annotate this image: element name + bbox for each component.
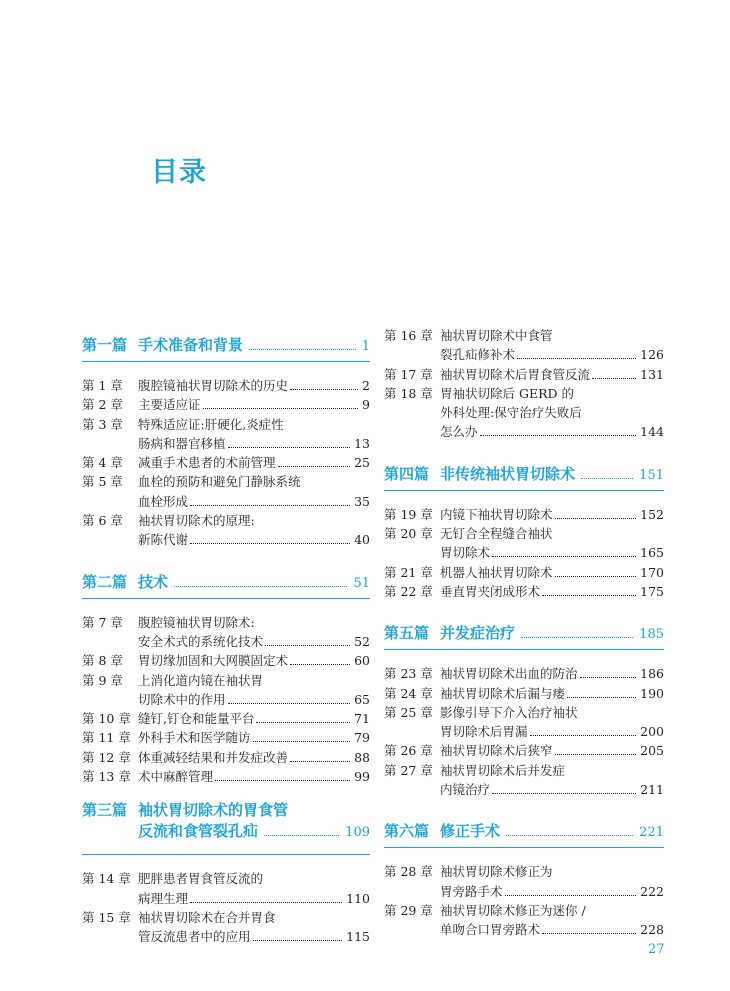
chapter-title: 病理生理 xyxy=(138,890,189,906)
dot-leader xyxy=(190,902,342,903)
chapter-page-number: 190 xyxy=(640,685,664,701)
toc-chapter-entry[interactable] xyxy=(384,582,664,601)
chapter-page-number: 99 xyxy=(354,769,370,785)
dot-leader xyxy=(530,735,637,736)
chapter-title: 外科手术和医学随访 xyxy=(138,730,251,746)
chapter-title: 体重减轻结果和并发症改善 xyxy=(138,749,289,765)
dot-leader xyxy=(215,780,350,781)
chapter-title: 特殊适应证:肝硬化,炎症性 xyxy=(138,416,284,432)
toc-chapter-entry[interactable] xyxy=(82,748,370,767)
chapter-number: 第 9 章 xyxy=(82,672,123,688)
dot-leader xyxy=(228,447,351,448)
dot-leader xyxy=(190,505,350,506)
toc-chapter-entry[interactable] xyxy=(82,415,370,454)
chapter-page-number: 200 xyxy=(640,724,664,740)
dot-leader xyxy=(264,835,339,836)
chapter-page-number: 110 xyxy=(346,890,370,906)
chapter-number: 第 28 章 xyxy=(384,864,433,880)
part-title: 手术准备和背景 xyxy=(138,336,244,354)
part-title: 修正手术 xyxy=(440,822,501,841)
part-page-number: 109 xyxy=(345,825,370,841)
chapter-page-number: 205 xyxy=(640,743,664,759)
chapter-page-number: 79 xyxy=(354,730,370,746)
chapter-title: 胃旁路手术 xyxy=(440,883,503,899)
chapter-title: 垂直胃夹闭成形术 xyxy=(440,583,541,599)
chapter-title: 主要适应证 xyxy=(138,397,201,413)
toc-chapter-entry[interactable] xyxy=(384,365,664,384)
chapter-page-number: 71 xyxy=(354,711,370,727)
part-page-number: 51 xyxy=(353,575,370,591)
toc-chapter-entry[interactable] xyxy=(82,511,370,550)
toc-chapter-entry[interactable] xyxy=(82,395,370,414)
chapter-title: 胃切除术 xyxy=(440,545,491,561)
chapter-title: 血栓形成 xyxy=(138,493,189,509)
dot-leader xyxy=(203,408,359,409)
chapter-page-number: 186 xyxy=(640,666,664,682)
chapter-page-number: 13 xyxy=(354,435,370,451)
part-number: 第二篇 xyxy=(82,572,128,591)
toc-chapter-entry[interactable] xyxy=(384,664,664,683)
chapter-number: 第 27 章 xyxy=(384,762,433,778)
part-number: 第六篇 xyxy=(384,822,430,841)
page-title: 目录 xyxy=(151,157,207,188)
chapter-page-number: 40 xyxy=(354,532,370,548)
chapter-number: 第 20 章 xyxy=(384,526,433,542)
chapter-number: 第 3 章 xyxy=(82,416,123,432)
toc-right-column xyxy=(384,326,664,940)
dot-leader xyxy=(542,595,636,596)
toc-chapter-entry[interactable] xyxy=(82,908,370,947)
toc-chapter-entry[interactable] xyxy=(384,703,664,742)
toc-chapter-entry[interactable] xyxy=(384,563,664,582)
chapter-number: 第 5 章 xyxy=(82,474,123,490)
toc-part-heading[interactable] xyxy=(82,563,370,599)
toc-chapter-entry[interactable] xyxy=(82,767,370,786)
chapter-page-number: 88 xyxy=(354,749,370,765)
chapter-page-number: 144 xyxy=(640,424,664,440)
dot-leader xyxy=(278,466,351,467)
chapter-page-number: 115 xyxy=(346,929,370,945)
chapter-number: 第 29 章 xyxy=(384,902,433,918)
chapter-number: 第 18 章 xyxy=(384,385,433,401)
part-title: 技术 xyxy=(138,572,169,591)
chapter-title: 胃袖状切除后 GERD 的 xyxy=(440,385,574,401)
chapter-number: 第 11 章 xyxy=(82,730,131,746)
chapter-page-number: 165 xyxy=(640,545,664,561)
dot-leader xyxy=(542,933,636,934)
chapter-title: 腹腔镜袖状胃切除术的历史 xyxy=(138,378,289,393)
chapter-number: 第 2 章 xyxy=(82,397,123,413)
chapter-number: 第 12 章 xyxy=(82,749,131,765)
chapter-title: 怎么办 xyxy=(440,424,478,440)
toc-chapter-entry[interactable] xyxy=(82,728,370,747)
dot-leader xyxy=(249,349,356,350)
part-number: 第三篇 xyxy=(82,801,128,820)
chapter-title: 袖状胃切除术在合并胃食 xyxy=(138,909,276,925)
toc-chapter-entry[interactable] xyxy=(82,453,370,472)
toc-chapter-entry[interactable] xyxy=(384,326,664,365)
chapter-number: 第 17 章 xyxy=(384,366,433,382)
toc-part-heading[interactable] xyxy=(384,614,664,650)
toc-chapter-entry[interactable] xyxy=(82,671,370,710)
chapter-number: 第 15 章 xyxy=(82,909,131,925)
chapter-number: 第 22 章 xyxy=(384,583,433,599)
toc-chapter-entry[interactable] xyxy=(384,384,664,442)
toc-chapter-entry[interactable] xyxy=(384,741,664,760)
dot-leader xyxy=(581,478,633,479)
dot-leader xyxy=(492,556,636,557)
dot-leader xyxy=(253,940,343,941)
dot-leader xyxy=(555,518,637,519)
dot-leader xyxy=(555,754,637,755)
chapter-number: 第 25 章 xyxy=(384,704,433,720)
chapter-number: 第 26 章 xyxy=(384,743,433,759)
chapter-title: 袖状胃切除术后胃食管反流 xyxy=(440,366,591,382)
dot-leader xyxy=(521,637,633,638)
part-number: 第五篇 xyxy=(384,624,430,643)
toc-chapter-entry[interactable] xyxy=(384,862,664,901)
chapter-page-number: 131 xyxy=(640,366,664,382)
dot-leader xyxy=(592,378,636,379)
chapter-page-number: 35 xyxy=(354,493,370,509)
chapter-title: 袖状胃切除术出血的防治 xyxy=(440,666,578,682)
chapter-title: 血栓的预防和避免门静脉系统 xyxy=(138,474,301,490)
chapter-number: 第 8 章 xyxy=(82,653,123,669)
toc-chapter-entry[interactable] xyxy=(82,651,370,670)
chapter-title: 胃切缘加固和大网膜固定术 xyxy=(138,653,289,669)
dot-leader xyxy=(290,761,350,762)
chapter-number: 第 6 章 xyxy=(82,513,123,529)
toc-chapter-entry[interactable] xyxy=(82,709,370,728)
chapter-page-number: 60 xyxy=(354,653,370,669)
dot-leader xyxy=(555,576,637,577)
chapter-title: 肠病和器官移植 xyxy=(138,435,226,451)
chapter-title: 肥胖患者胃食管反流的 xyxy=(138,871,264,887)
toc-part-heading[interactable] xyxy=(384,812,664,848)
part-title: 非传统袖状胃切除术 xyxy=(440,464,576,483)
toc-chapter-entry[interactable] xyxy=(82,613,370,652)
part-page-number: 151 xyxy=(639,467,664,483)
chapter-number: 第 24 章 xyxy=(384,685,433,701)
chapter-number: 第 4 章 xyxy=(82,455,123,471)
chapter-title: 缝钉,钉仓和能量平台 xyxy=(138,711,255,727)
dot-leader xyxy=(290,664,350,665)
dot-leader xyxy=(505,895,637,896)
chapter-title: 术中麻醉管理 xyxy=(138,769,214,785)
chapter-page-number: 170 xyxy=(640,564,664,580)
chapter-title: 机器人袖状胃切除术 xyxy=(440,564,553,580)
chapter-title: 袖状胃切除术后并发症 xyxy=(440,762,566,778)
chapter-page-number: 126 xyxy=(640,347,664,363)
toc-part-heading[interactable] xyxy=(82,326,370,362)
chapter-title: 腹腔镜袖状胃切除术: xyxy=(138,614,255,630)
dot-leader xyxy=(253,741,351,742)
chapter-page-number: 25 xyxy=(354,455,370,471)
chapter-title: 袖状胃切除术中食管 xyxy=(440,328,553,343)
chapter-title: 单吻合口胃旁路术 xyxy=(440,922,541,938)
toc-chapter-entry[interactable] xyxy=(82,472,370,511)
dot-leader xyxy=(190,543,350,544)
part-title: 袖状胃切除术的胃食管 xyxy=(138,801,289,820)
part-title: 反流和食管裂孔疝 xyxy=(138,822,259,841)
part-page-number: 1 xyxy=(361,339,370,354)
chapter-title: 袖状胃切除术后漏与瘘 xyxy=(440,685,566,701)
toc-chapter-entry[interactable] xyxy=(384,524,664,563)
chapter-number: 第 13 章 xyxy=(82,769,131,785)
chapter-title: 胃切除术后胃漏 xyxy=(440,724,528,740)
dot-leader xyxy=(228,703,351,704)
chapter-title: 无钉合全程缝合袖状 xyxy=(440,526,553,542)
page-number: 27 xyxy=(648,942,665,957)
dot-leader xyxy=(517,358,636,359)
chapter-title: 袖状胃切除术修正为迷你 / xyxy=(440,902,586,918)
chapter-number: 第 23 章 xyxy=(384,666,433,682)
chapter-number: 第 16 章 xyxy=(384,328,433,343)
toc-chapter-entry[interactable] xyxy=(384,684,664,703)
dot-leader xyxy=(492,793,636,794)
dot-leader xyxy=(290,389,358,390)
chapter-title: 裂孔疝修补术 xyxy=(440,347,516,363)
toc-chapter-entry[interactable] xyxy=(384,505,664,524)
dot-leader xyxy=(265,645,350,646)
dot-leader xyxy=(506,835,633,836)
chapter-page-number: 175 xyxy=(640,583,664,599)
chapter-title: 减重手术患者的术前管理 xyxy=(138,455,276,471)
chapter-page-number: 152 xyxy=(640,506,664,522)
dot-leader xyxy=(174,586,347,587)
chapter-title: 影像引导下介入治疗袖状 xyxy=(440,704,578,720)
chapter-title: 袖状胃切除术后狭窄 xyxy=(440,743,553,759)
chapter-page-number: 65 xyxy=(354,691,370,707)
chapter-page-number: 228 xyxy=(640,922,664,938)
toc-part-heading[interactable] xyxy=(384,455,664,491)
chapter-number: 第 14 章 xyxy=(82,871,131,887)
chapter-title: 新陈代谢 xyxy=(138,532,189,548)
chapter-title: 管反流患者中的应用 xyxy=(138,929,251,945)
part-number: 第一篇 xyxy=(82,336,128,354)
chapter-title: 内镜下袖状胃切除术 xyxy=(440,506,553,522)
chapter-title: 安全术式的系统化技术 xyxy=(138,633,264,649)
dot-leader xyxy=(256,722,350,723)
toc-chapter-entry[interactable] xyxy=(82,376,370,395)
dot-leader xyxy=(480,435,637,436)
chapter-page-number: 52 xyxy=(354,633,370,649)
dot-leader xyxy=(580,677,637,678)
toc-left-column xyxy=(82,326,370,947)
toc-part-heading[interactable] xyxy=(82,799,370,855)
toc-chapter-entry[interactable] xyxy=(384,901,664,940)
part-page-number: 185 xyxy=(639,627,664,643)
toc-chapter-entry[interactable] xyxy=(384,761,664,800)
chapter-number: 第 21 章 xyxy=(384,564,433,580)
chapter-number: 第 19 章 xyxy=(384,506,433,522)
chapter-page-number: 9 xyxy=(362,397,370,413)
chapter-title: 袖状胃切除术的原理: xyxy=(138,513,255,529)
dot-leader xyxy=(567,697,636,698)
chapter-page-number: 2 xyxy=(362,378,370,393)
chapter-number: 第 1 章 xyxy=(82,378,123,393)
part-title: 并发症治疗 xyxy=(440,624,516,643)
chapter-title: 切除术中的作用 xyxy=(138,691,226,707)
chapter-number: 第 10 章 xyxy=(82,711,131,727)
chapter-title: 袖状胃切除术修正为 xyxy=(440,864,553,880)
part-page-number: 221 xyxy=(639,825,664,841)
chapter-page-number: 222 xyxy=(640,883,664,899)
toc-chapter-entry[interactable] xyxy=(82,869,370,908)
chapter-title: 内镜治疗 xyxy=(440,782,491,798)
chapter-title: 外科处理:保守治疗失败后 xyxy=(440,405,582,421)
chapter-page-number: 211 xyxy=(640,782,664,798)
chapter-number: 第 7 章 xyxy=(82,614,123,630)
chapter-title: 上消化道内镜在袖状胃 xyxy=(138,672,264,688)
part-number: 第四篇 xyxy=(384,464,430,483)
